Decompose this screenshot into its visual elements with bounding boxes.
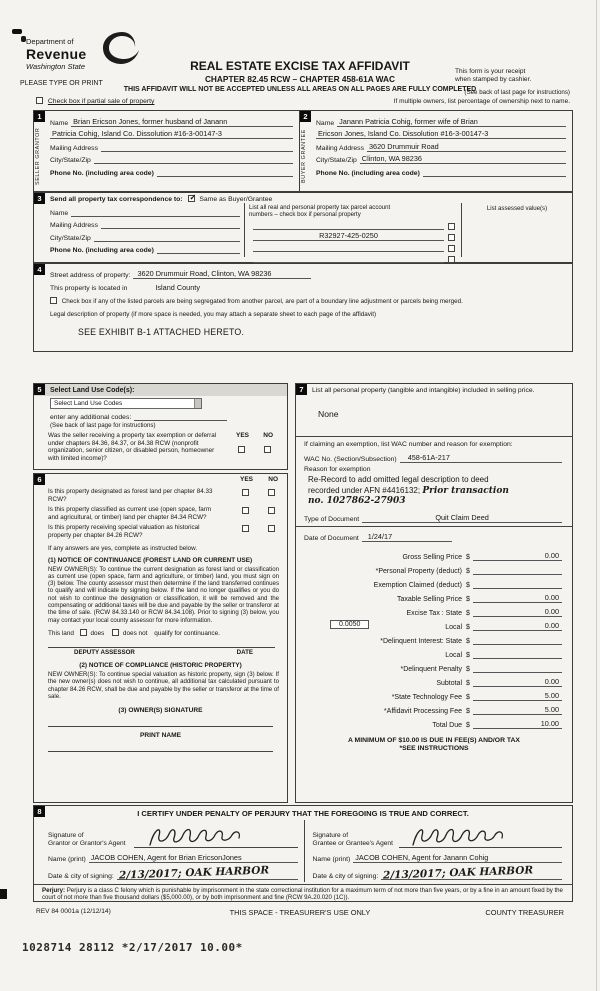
doc-type-label: Type of Document: [304, 516, 360, 524]
same-as-buyer-checkbox[interactable]: [188, 195, 195, 202]
perjury-divider: [34, 884, 572, 885]
exemption-question: Was the seller receiving a property tax exemption or deferral under chapters 84.36, 84.37, or 84.38 RCW (nonprofit organization, senior citizen, or disabled person, homeowner with limited income)?: [48, 432, 217, 462]
fee-value-field[interactable]: 0.00: [473, 621, 562, 631]
dollar-sign: $: [466, 679, 470, 687]
scan-edge: [596, 0, 597, 991]
fee-label: Taxable Selling Price: [397, 595, 462, 603]
dollar-sign: $: [466, 609, 470, 617]
minimum-fee-note: A MINIMUM OF $10.00 IS DUE IN FEE(S) AND/OR TAX: [348, 736, 520, 744]
select-scrollbar-icon[interactable]: [194, 399, 201, 408]
current-use-question: Is this property classified as current use (open space, farm and agricultural, or timber) land per chapter 84.34 RCW?: [48, 506, 212, 521]
fee-value-field[interactable]: 5.00: [473, 691, 562, 701]
personal-property-checkbox-4[interactable]: [448, 256, 455, 263]
fee-row-total: [304, 715, 562, 729]
partial-sale-label: Check box if partial sale of property: [47, 98, 155, 105]
correspondence-fields: [48, 203, 244, 257]
does-not-checkbox[interactable]: [112, 629, 119, 636]
fee-row: [304, 701, 562, 715]
forest-land-no-checkbox[interactable]: [268, 489, 275, 496]
grantor-name-print-label: Name (print): [48, 855, 86, 863]
see-instructions-note: *SEE INSTRUCTIONS: [399, 744, 469, 752]
dollar-sign: $: [466, 693, 470, 701]
perjury-clause: [42, 887, 564, 902]
seller-phone-label: Phone No. (including area code): [50, 169, 154, 177]
type-or-print-label: PLEASE TYPE OR PRINT: [20, 80, 103, 87]
fee-label: Subtotal: [436, 679, 462, 687]
buyer-city-field[interactable]: Clinton, WA 98236: [360, 154, 566, 164]
fee-row: [304, 575, 562, 589]
section4-number: 4: [34, 264, 45, 275]
current-use-question-row: [48, 506, 287, 521]
form-title: REAL ESTATE EXCISE TAX AFFIDAVIT: [190, 59, 410, 73]
wac-number-label: WAC No. (Section/Subsection): [304, 456, 397, 464]
forest-land-question-row: [48, 488, 287, 503]
form-chapter: CHAPTER 82.45 RCW – CHAPTER 458-61A WAC: [204, 74, 396, 84]
no-header: NO: [263, 432, 273, 439]
buyer-name-field[interactable]: Janann Patricia Cohig, former wife of Brian: [337, 117, 566, 127]
parcel-header-line1: List all real and personal property tax parcel account: [249, 204, 391, 211]
seller-phone-field[interactable]: [157, 176, 293, 177]
reason-line1: Re-Record to add omitted legal description to deed: [308, 475, 489, 485]
fee-value-field[interactable]: 0.00: [473, 551, 562, 561]
grantor-signing-block: [34, 820, 305, 882]
located-value[interactable]: Island County: [155, 283, 200, 292]
does-checkbox[interactable]: [80, 629, 87, 636]
parcel-field-3[interactable]: [253, 251, 444, 252]
buyer-phone-field[interactable]: [423, 176, 566, 177]
personal-property-checkbox-2[interactable]: [448, 234, 455, 241]
section-land-use: [33, 383, 288, 470]
parcel-field-2[interactable]: R32927-425-0250: [253, 231, 444, 241]
logo-state-text: Washington State: [26, 62, 86, 71]
receipt-note-line1: This form is your receipt: [455, 68, 526, 75]
section3-number: 3: [34, 193, 45, 204]
seller-city-label: City/State/Zip: [50, 157, 91, 164]
section7-divider-2: [296, 526, 572, 527]
wac-number-field[interactable]: 458-61A-217: [400, 453, 562, 463]
fee-row: [304, 687, 562, 701]
seller-mailing-label: Mailing Address: [50, 144, 98, 152]
yes-header: YES: [235, 432, 249, 439]
street-address-field[interactable]: 3620 Drummuir Road, Clinton, WA 98236: [133, 269, 311, 279]
seller-mailing-field[interactable]: [101, 151, 293, 152]
personal-property-checkbox-3[interactable]: [448, 245, 455, 252]
if-yes-note: If any answers are yes, complete as instructed below.: [48, 544, 198, 552]
grantor-date-city-handwriting: 2/13/2017; OAK HARBOR: [118, 863, 270, 882]
certify-statement: I CERTIFY UNDER PENALTY OF PERJURY THAT THE FOREGOING IS TRUE AND CORRECT.: [137, 809, 469, 818]
owners-signature-line[interactable]: [48, 726, 273, 727]
forest-land-question: Is this property designated as forest land per chapter 84.33 RCW?: [48, 488, 213, 503]
does-label: does: [90, 629, 105, 637]
fee-row: [304, 673, 562, 687]
fee-label: Exemption Claimed (deduct): [373, 581, 462, 589]
header-warning: THIS AFFIDAVIT WILL NOT BE ACCEPTED UNLESS ALL AREAS ON ALL PAGES ARE FULLY COMPLETED: [123, 86, 477, 93]
grantor-date-city-label: Date & city of signing:: [48, 872, 114, 880]
corr-mailing-label: Mailing Address: [50, 222, 98, 229]
form-rev-number: REV 84 0001a (12/12/14): [36, 908, 111, 915]
section-property: [33, 263, 573, 352]
located-row: [50, 283, 564, 292]
historic-yes-checkbox[interactable]: [242, 525, 249, 532]
grantor-name-print-field[interactable]: JACOB COHEN, Agent for Brian EricsonJones: [89, 853, 298, 863]
seller-city-field[interactable]: [94, 163, 293, 164]
dollar-sign: $: [466, 567, 470, 575]
corr-name-label: Name: [50, 209, 69, 217]
section-correspondence: [33, 192, 573, 263]
dollar-sign: $: [466, 637, 470, 645]
land-use-select-value: Select Land Use Codes: [54, 400, 123, 407]
section7-number: 7: [296, 384, 307, 395]
logo-revenue-text: Revenue: [26, 46, 87, 62]
section6-number: 6: [34, 474, 45, 485]
partial-sale-checkbox[interactable]: [36, 97, 43, 104]
fee-value-field[interactable]: 10.00: [473, 719, 562, 729]
grantee-name-print-label: Name (print): [312, 855, 351, 863]
current-use-yes-checkbox[interactable]: [242, 507, 249, 514]
does-not-label: does not: [122, 629, 148, 637]
print-name-line[interactable]: [48, 751, 273, 752]
fee-label: Excise Tax : State: [406, 609, 462, 617]
fee-row-local-rate: [304, 617, 562, 631]
grantee-signature-label-line2: Grantee or Grantee's Agent: [312, 840, 393, 847]
grantee-signing-block: [305, 820, 573, 882]
seller-name-label: Name: [50, 119, 69, 127]
grantor-signature-field[interactable]: [134, 820, 298, 848]
dollar-sign: $: [466, 623, 470, 631]
section1-number: 1: [34, 111, 45, 122]
reason-exemption-value[interactable]: [308, 475, 564, 507]
fee-row: [304, 547, 562, 561]
fee-value-field[interactable]: 0.00: [473, 607, 562, 617]
reason-exemption-label: Reason for exemption: [304, 466, 371, 474]
forest-land-yes-checkbox[interactable]: [242, 489, 249, 496]
section-certification: [33, 805, 573, 902]
grantor-date-city-field[interactable]: [117, 863, 298, 882]
land-use-select[interactable]: [50, 398, 202, 409]
buyer-name-field-line2[interactable]: Ericson Jones, Island Co. Dissolution #16-3-00147-3: [316, 129, 566, 139]
notice1-title: (1) NOTICE OF CONTINUANCE (FOREST LAND OR CURRENT USE): [48, 556, 253, 564]
reason-line3-handwriting: no. 1027862-27903: [308, 496, 406, 507]
buyer-city-label: City/State/Zip: [316, 157, 357, 164]
section5-number: 5: [34, 384, 45, 395]
logo-dept-text: Department of: [26, 37, 74, 46]
personal-property-label: List all personal property (tangible and intangible) included in selling price.: [312, 387, 535, 394]
dor-logo: [26, 37, 86, 71]
reason-line2-handwriting: Prior transaction: [422, 485, 509, 496]
additional-codes-label: enter any additional codes:: [50, 414, 132, 421]
section-continuance: [33, 473, 288, 803]
fee-row: [304, 659, 562, 673]
buyer-mailing-field[interactable]: 3620 Drummuir Road: [367, 142, 566, 152]
section7-divider-1: [296, 436, 572, 437]
fee-label: *Delinquent Interest: State: [380, 637, 462, 645]
legal-description-value: SEE EXHIBIT B-1 ATTACHED HERETO.: [78, 327, 245, 337]
date-label: DATE: [236, 648, 253, 656]
historic-no-checkbox[interactable]: [268, 525, 275, 532]
reason-line2: [308, 486, 564, 497]
correspondence-header: [50, 195, 568, 203]
partial-sale-row: [36, 97, 154, 105]
section-seller: [33, 110, 300, 192]
fee-table: [296, 547, 572, 729]
land-use-title: Select Land Use Code(s):: [34, 384, 287, 396]
section-tax-computation: [295, 383, 573, 803]
perjury-word: Perjury:: [42, 887, 66, 894]
doc-type-field[interactable]: Quit Claim Deed: [362, 513, 562, 523]
dollar-sign: $: [466, 665, 470, 673]
fee-label: Total Due: [432, 721, 462, 729]
grantee-name-print-field[interactable]: JACOB COHEN, Agent for Janann Cohig: [353, 853, 562, 863]
fee-value-field[interactable]: 5.00: [473, 705, 562, 715]
deputy-assessor-labels: [74, 649, 253, 656]
scan-artifact: [12, 29, 22, 34]
historic-question-row: [48, 524, 287, 539]
legal-description-label: Legal description of property (if more space is needed, you may attach a separate sheet to each page of the affidavit): [50, 311, 377, 318]
parcel-header-line2: numbers – check box if personal property: [249, 211, 361, 219]
fee-row: [304, 645, 562, 659]
dollar-sign: $: [466, 553, 470, 561]
fee-row: [304, 603, 562, 617]
section2-number: 2: [300, 111, 311, 122]
notice2-title: (2) NOTICE OF COMPLIANCE (HISTORIC PROPERTY): [79, 661, 242, 669]
assessed-value-column: [462, 203, 572, 257]
dollar-sign: $: [466, 595, 470, 603]
grantor-signature-label-line2: Grantor or Grantor's Agent: [48, 840, 126, 847]
section8-number: 8: [34, 806, 45, 817]
yes-column-header: YES: [239, 476, 253, 483]
parcel-field-1[interactable]: [253, 229, 444, 230]
dollar-sign: $: [466, 721, 470, 729]
buyer-name-label: Name: [316, 119, 335, 127]
qualify-label: qualify for continuance.: [154, 629, 220, 637]
corr-city-label: City/State/Zip: [50, 234, 91, 242]
send-to-label: Send all property tax correspondence to:: [50, 196, 183, 203]
grantee-date-city-handwriting: 2/13/2017; OAK HARBOR: [383, 863, 534, 882]
receipt-note: [455, 68, 581, 84]
qualify-row: [48, 629, 287, 637]
grantee-signature-field[interactable]: [399, 820, 563, 848]
cashier-stamp: 1028714 28112 *2/17/2017 10.00*: [22, 941, 243, 954]
county-treasurer-label: COUNTY TREASURER: [485, 908, 564, 917]
dollar-sign: $: [466, 651, 470, 659]
fee-label: *Affidavit Processing Fee: [383, 707, 462, 715]
buyer-mailing-label: Mailing Address: [316, 144, 364, 152]
doc-date-label: Date of Document: [304, 534, 359, 542]
dollar-sign: $: [466, 581, 470, 589]
exemption-no-checkbox[interactable]: [264, 446, 271, 453]
print-name-title: PRINT NAME: [139, 732, 182, 740]
no-column-header: NO: [268, 476, 278, 483]
see-back-label: (See back of last page for instructions): [50, 422, 156, 429]
corr-phone-label: Phone No. (including area code): [50, 247, 154, 254]
exemption-question-row: [48, 432, 283, 462]
grantor-signature-label: [48, 832, 134, 848]
reason-line2-typed: recorded under AFN #4416132;: [308, 485, 421, 495]
grantee-signature-label: [313, 832, 399, 848]
grantor-signature-label-line1: Signature of: [48, 832, 84, 839]
grantee-date-city-label: Date & city of signing:: [312, 872, 379, 880]
fee-label: Gross Selling Price: [402, 553, 462, 561]
fee-row: [304, 589, 562, 603]
located-label: This property is located in: [50, 285, 128, 292]
assessed-header: List assessed value(s): [486, 205, 548, 212]
same-as-buyer-label: Same as Buyer/Grantee: [199, 196, 273, 203]
this-land-label: This land: [48, 629, 74, 637]
segregate-row: [50, 297, 564, 305]
scan-artifact: [0, 889, 7, 899]
parcel-column: [244, 203, 462, 257]
additional-codes-field[interactable]: [134, 420, 227, 421]
grantee-signature-label-line1: Signature of: [312, 832, 349, 839]
local-rate-box: 0.0050: [330, 620, 369, 629]
buyer-grantee-side-label: BUYER GRANTEE: [301, 129, 307, 184]
corr-city-field[interactable]: [94, 241, 240, 242]
dollar-sign: $: [466, 707, 470, 715]
perjury-text: Perjury is a class C felony which is punishable by imprisonment in the state correctional institution for a maximum term of not more than five years, or by a fine in an amount fixed by the court of not more than five thousand dollars ($5,000.00), or by both imprisonment and fine (RCW 9A.20.020 (1C)).: [42, 887, 563, 902]
fee-label: *State Technology Fee: [391, 693, 462, 701]
street-address-label: Street address of property:: [50, 272, 131, 279]
fee-row: [304, 561, 562, 575]
personal-property-value[interactable]: None: [318, 408, 339, 419]
notice2-body: NEW OWNER(S): To continue special valuation as historic property, sign (3) below. If the new owner(s) does not wish to continue, all additional tax calculated pursuant to chapter 84.26 RCW, shall be due and payable by the seller or transferor at the time of sale.: [48, 670, 279, 700]
seller-grantor-side-label: SELLER GRANTOR: [35, 127, 41, 186]
grantor-signature: [144, 823, 254, 851]
treasurer-space-label: THIS SPACE - TREASURER'S USE ONLY: [229, 908, 371, 917]
notice1-body: NEW OWNER(S): To continue the current designation as forest land or classification as current use (open space, farm and agriculture, or timber) land, you must sign on (3) below. The county assessor must then determine if the land transferred continues to qualify and will indicate by signing below. If the land no longer qualifies or you do not wish to continue the designation or classification, it will be removed and the compensating or additional taxes will be due and payable by the seller or transferor at the time of sale. (RCW 84.33.140 or RCW 84.34.108). Prior to signing (3) below, you may contact your local county assessor for more information.: [48, 565, 279, 624]
fee-value-field[interactable]: 0.00: [473, 677, 562, 687]
historic-question: Is this property receiving special valuation as historical property per chapter 84.26 RCW?: [48, 524, 200, 539]
deputy-assessor-label: DEPUTY ASSESSOR: [74, 648, 135, 656]
fee-row: [304, 631, 562, 645]
grantee-signature: [407, 823, 517, 851]
seller-name-field-line2[interactable]: Patricia Cohig, Island Co. Dissolution #16-3-00147-3: [50, 129, 293, 139]
corr-mailing-field[interactable]: [101, 228, 240, 229]
segregate-checkbox[interactable]: [50, 297, 57, 304]
fee-value-field[interactable]: 0.00: [473, 593, 562, 603]
corr-name-field[interactable]: [71, 216, 240, 217]
fee-label: Local: [445, 623, 462, 631]
multiple-owners-note: If multiple owners, list percentage of ownership next to name.: [393, 98, 570, 105]
section-buyer: [299, 110, 573, 192]
revenue-swirl-icon: [100, 30, 144, 66]
fee-label: *Delinquent Penalty: [400, 665, 462, 673]
exemption-claim-label: If claiming an exemption, list WAC number and reason for exemption:: [304, 440, 513, 448]
fee-label: Local: [445, 651, 462, 659]
segregate-label: Check box if any of the listed parcels are being segregated from another parcel, are part of a boundary line adjustment or parcels being merged.: [61, 298, 463, 305]
buyer-phone-label: Phone No. (including area code): [316, 169, 420, 177]
owners-signature-title: (3) OWNER(S) SIGNATURE: [118, 707, 203, 715]
deputy-assessor-signature-line[interactable]: [48, 647, 275, 648]
seller-name-field[interactable]: Brian Ericson Jones, former husband of Janann: [71, 117, 293, 127]
fee-label: *Personal Property (deduct): [375, 567, 462, 575]
exemption-yes-checkbox[interactable]: [238, 446, 245, 453]
corr-phone-field[interactable]: [157, 253, 240, 254]
see-back-note: (See back of last page for instructions): [464, 89, 570, 96]
grantee-date-city-field[interactable]: [381, 863, 562, 882]
current-use-no-checkbox[interactable]: [268, 507, 275, 514]
personal-property-checkbox-1[interactable]: [448, 223, 455, 230]
doc-date-field[interactable]: 1/24/17: [362, 532, 452, 542]
receipt-note-line2: when stamped by cashier.: [455, 76, 532, 83]
